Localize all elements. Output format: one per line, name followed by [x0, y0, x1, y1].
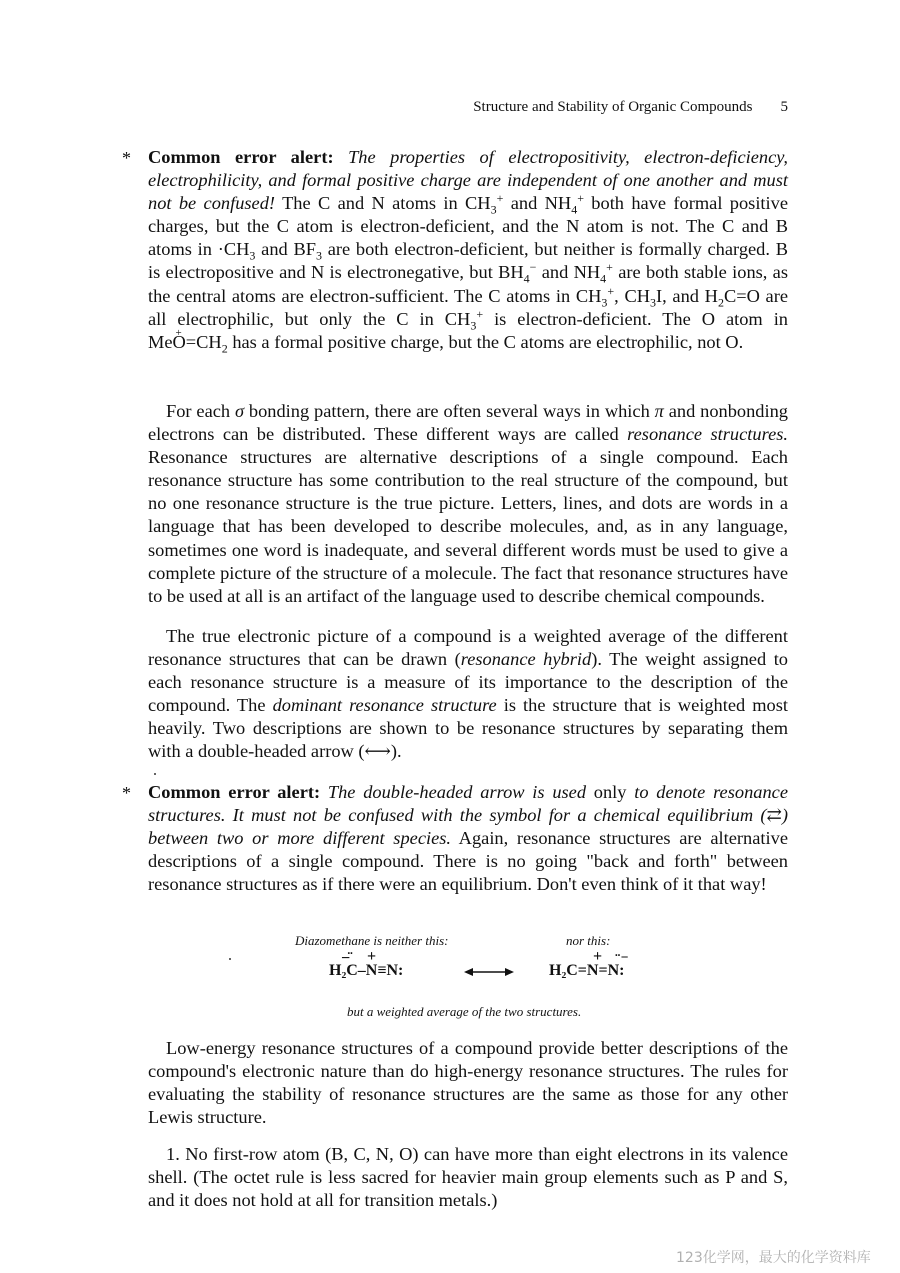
stray-dot — [154, 773, 156, 775]
stray-dot — [229, 958, 231, 960]
alert-label: Common error alert: — [148, 147, 334, 167]
paragraph-resonance-hybrid: The true electronic picture of a compound is a weighted average of the different resonance structures that can be drawn (resonance hybrid). The weight assigned to each resonance structure is a measure of its importance to the description of the compound. The dominant resonance structure is the structure that is weighted most heavily. Two descriptions are shown to be resonance structures by separating them with a double-headed arrow (⟷). — [148, 626, 789, 762]
resonance-arrow-icon — [464, 966, 514, 978]
common-error-alert-1: Common error alert: The properties of electropositivity, electron-deficiency, electrophilicity, and formal positive charge are independent of one another and must not be confused! The C and N atoms in $CH_3^+$ and $NH_4^+$ both have formal positive charges, but the C atom is electron-deficient, and the N atom is not. The C and B atoms in $\cdot CH_3$ and $BF_3$ are both electron-deficient, but neither is formally charged. B is electropositive and N is electronegative, but $BH_4^-$ and $NH_4^+$ are both stable ions, as the central atoms are electron-sufficient. The C atoms in $CH_3^+$, $CH_3I$, and $H_2C=O$ are all electrophilic, but only the C in $CH_3^+$ is electron-deficient. The O atom in $Me+ O=CH_2$ has a formal positive charge, but the C atoms are electrophilic, not O. — [148, 146, 788, 354]
figure-caption-right: nor this: — [566, 933, 611, 948]
left-c-charge: −̈ — [341, 950, 351, 967]
diazomethane-structure-left: H₂C–N≡N: — [329, 962, 404, 979]
rule-1: 1. No first-row atom (B, C, N, O) can have more than eight electrons in its valence shell. (The octet rule is less sacred for heavier main group elements such as P and S, and it does not hold at all for transition metals.) — [148, 1144, 788, 1211]
bullet-star: * — [122, 783, 131, 803]
right-n-dots: ¨⁻ — [615, 952, 629, 969]
bullet-star: * — [122, 148, 131, 168]
alert-italic: The properties of electropositivity, electron-deficiency, electrophilicity, and formal positive charge are independent of one another and must not be confused! — [148, 147, 788, 214]
watermark: 123化学网，最大的化学资料库 — [676, 1250, 871, 1266]
left-n-charge: + — [367, 948, 377, 965]
right-n-charge: + — [593, 948, 603, 965]
diazomethane-structure-right: H₂C=N=N: — [549, 962, 625, 979]
running-title: Structure and Stability of Organic Compounds — [473, 99, 753, 115]
figure-caption-bottom: but a weighted average of the two structures. — [347, 1004, 582, 1019]
common-error-alert-2: Common error alert: The double-headed arrow is used only to denote resonance structures. It must not be confused with the symbol for a chemical equilibrium (⇄) between two or more different species. Again, resonance structures are alternative descriptions of a single compound. There is no going "back and forth" between resonance structures as if there were an equilibrium. Don't even think of it that way! — [148, 782, 788, 895]
paragraph-resonance-structures: For each σ bonding pattern, there are often several ways in which π and nonbonding electrons can be distributed. These different ways are called resonance structures. Resonance structures are alternative descriptions of a single compound. Each resonance structure has some contribution to the real structure of the compound, but no one resonance structure is the true picture. Letters, lines, and dots are words in a language that has been developed to describe molecules, and, as in any language, sometimes one word is inadequate, and several different words must be used to give a complete picture of the structure of a molecule. The fact that resonance structures have to be used at all is an artifact of the language used to describe chemical compounds. — [148, 401, 788, 606]
page-number: 5 — [780, 99, 788, 115]
running-header — [148, 99, 788, 116]
figure-caption-left: Diazomethane is neither this: — [295, 933, 449, 948]
oxonium-o: + O — [173, 332, 186, 352]
paragraph-low-energy: Low-energy resonance structures of a compound provide better descriptions of the compound's electronic nature than do high-energy resonance structures. The rules for evaluating the stability of resonance structures are the same as those for any other Lewis structure. — [148, 1038, 788, 1128]
